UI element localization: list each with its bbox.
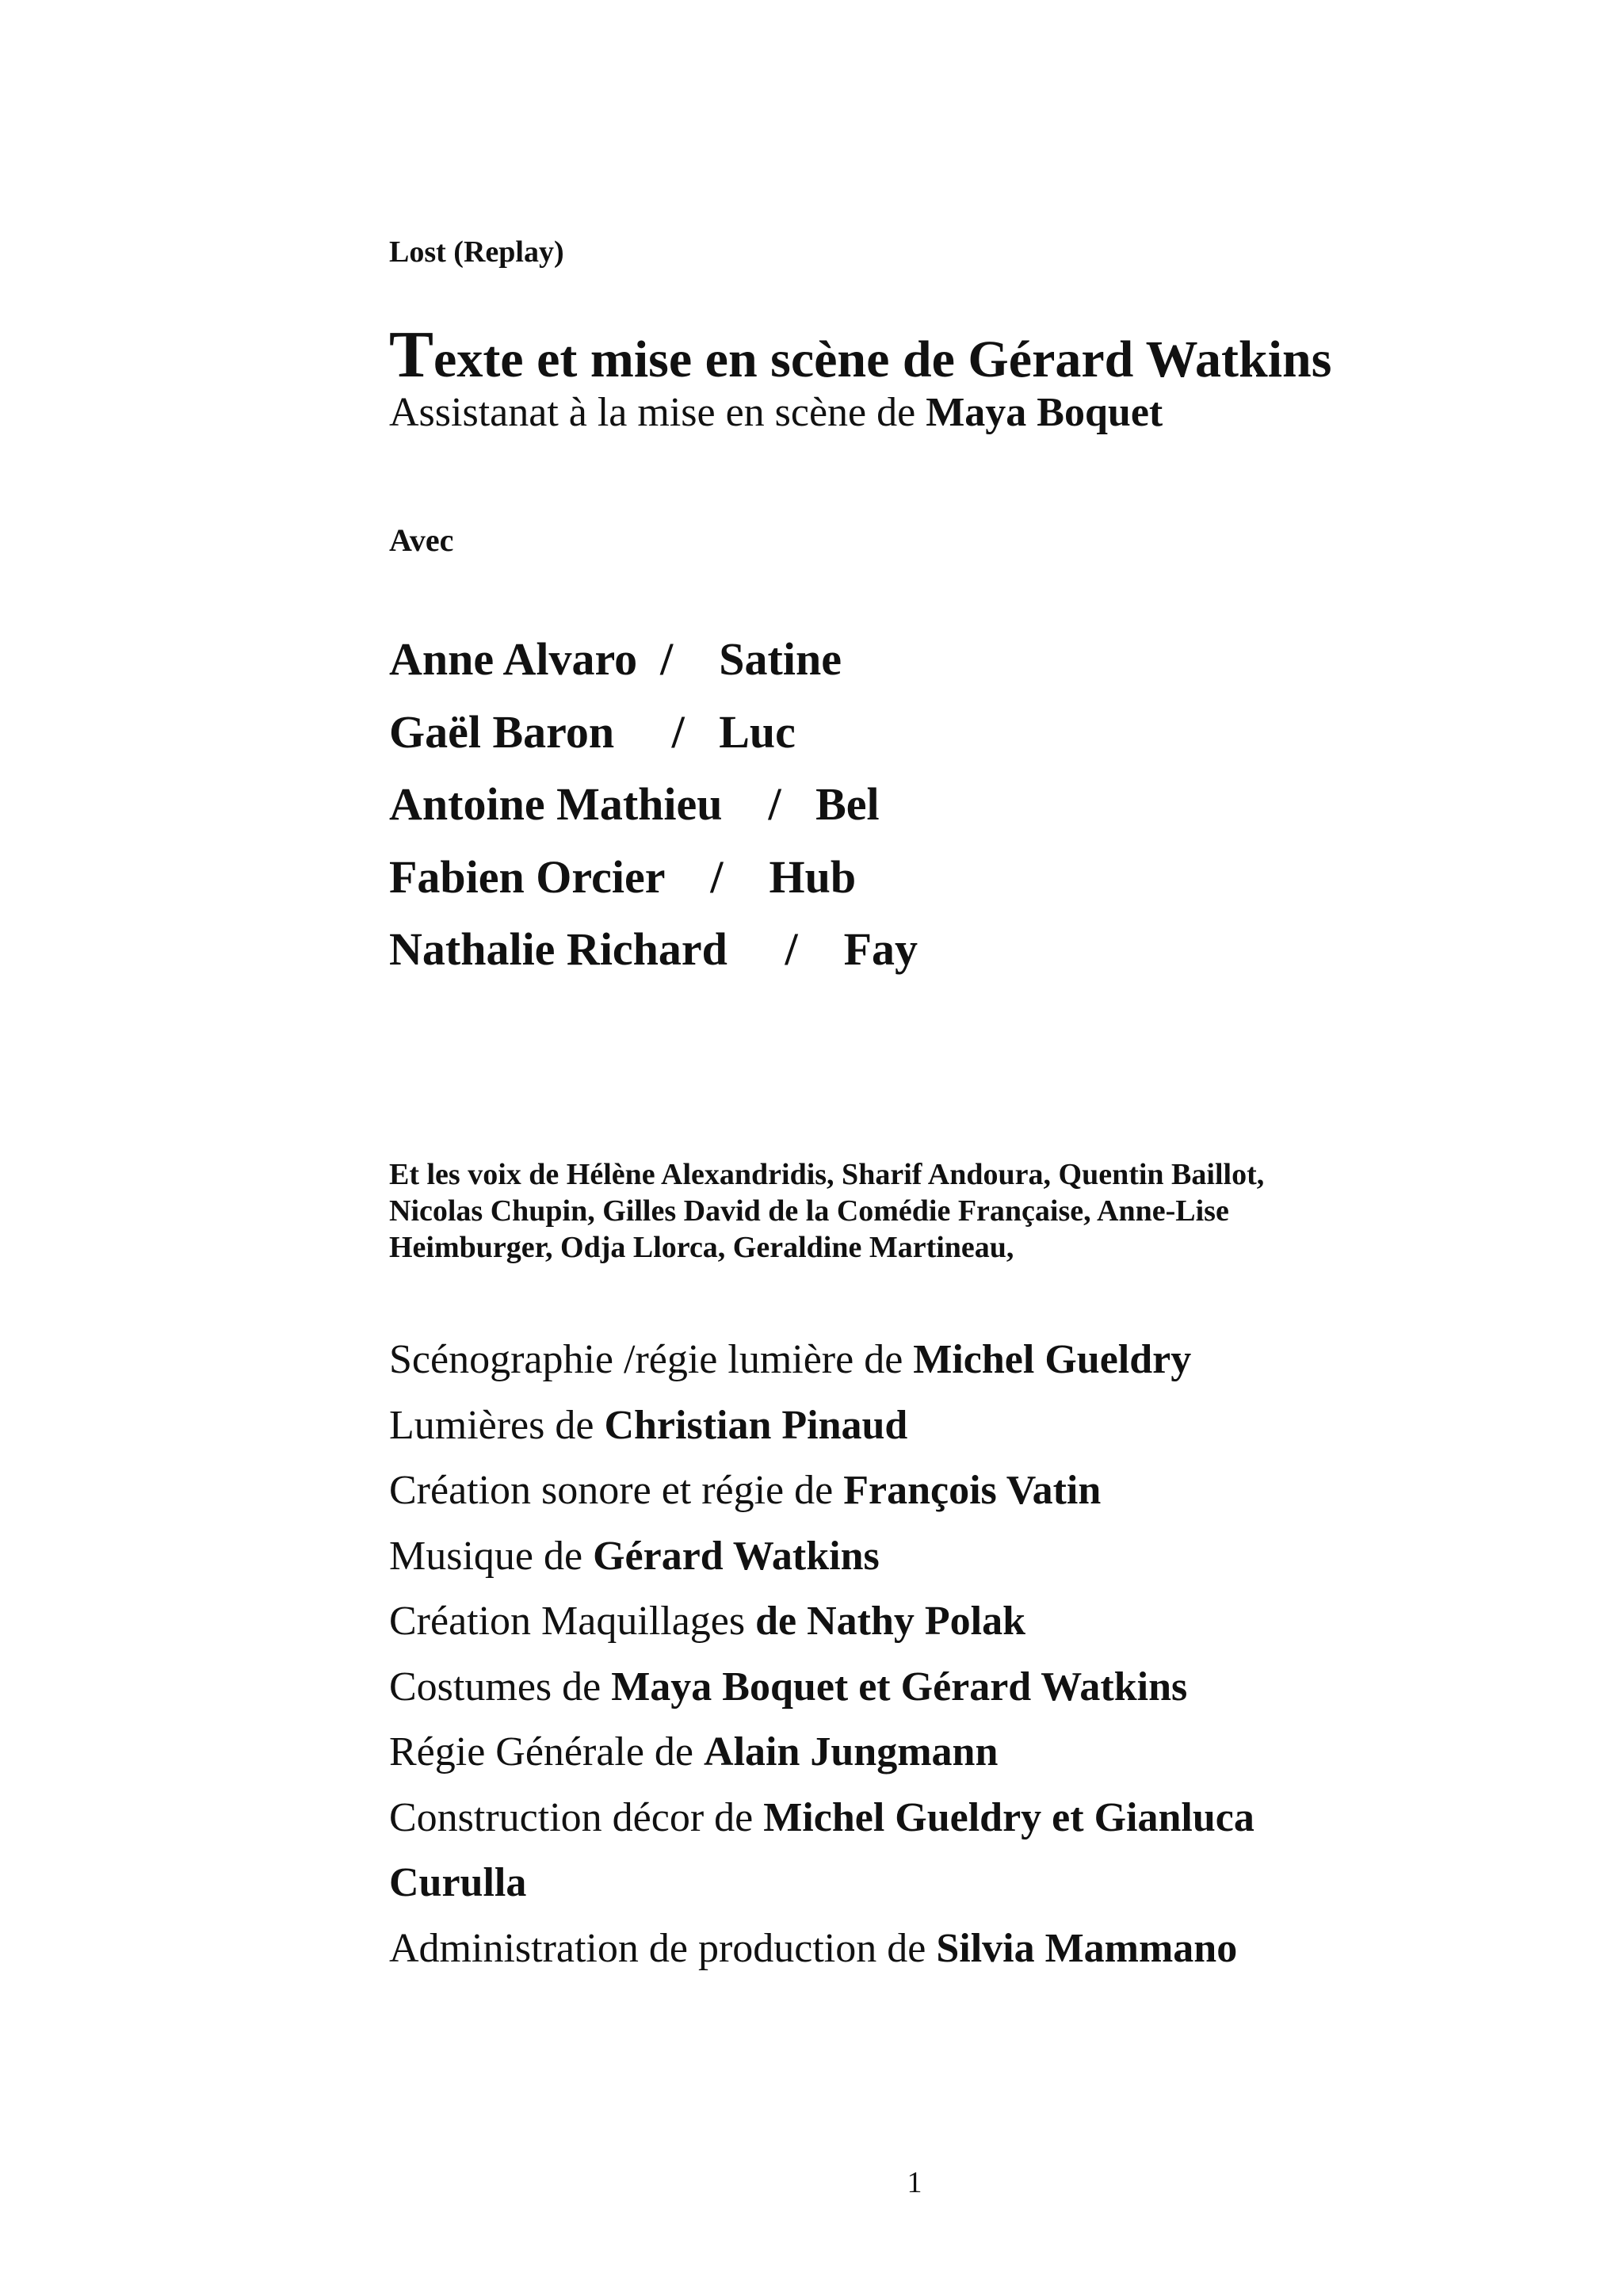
title-initial: T [389, 318, 434, 392]
cast-role: Satine [719, 633, 842, 685]
cast-list [389, 628, 918, 991]
assistant-line [389, 390, 1163, 435]
credit-label: Régie Générale de [389, 1729, 705, 1775]
page-number: 1 [907, 2166, 922, 2199]
assistant-label: Assistanat à la mise en scène de [389, 390, 926, 435]
voices-line: Et les voix de Hélène Alexandridis, Sharif Andoura, Quentin Baillot, [389, 1158, 1265, 1191]
avec-label: Avec [389, 522, 454, 558]
voices-line: Nicolas Chupin, Gilles David de la Comédie Française, Anne-Lise [389, 1194, 1229, 1228]
assistant-name: Maya Boquet [926, 390, 1163, 435]
page-title [389, 319, 1331, 392]
credit-name: François Vatin [843, 1468, 1102, 1513]
credits-list [389, 1328, 1254, 1981]
credit-line [389, 1328, 1254, 1393]
credit-label: Costumes de [389, 1664, 612, 1710]
cast-role: Luc [719, 705, 796, 758]
credit-line [389, 1589, 1254, 1655]
cast-separator: / [614, 705, 720, 758]
credit-label: Création sonore et régie de [389, 1468, 844, 1513]
credit-label: Musique de [389, 1533, 594, 1579]
voices-paragraph [389, 1156, 1380, 1266]
credit-label: Création Maquillages [389, 1599, 756, 1644]
cast-separator: / [722, 778, 816, 830]
cast-actor: Gaël Baron [389, 705, 615, 758]
credit-name: Gérard Watkins [593, 1533, 880, 1579]
credit-line [389, 1393, 1254, 1459]
cast-role: Fay [843, 923, 918, 975]
credit-name: Michel Gueldry [913, 1337, 1192, 1382]
cast-actor: Fabien Orcier [389, 850, 665, 903]
credit-line [389, 1720, 1254, 1786]
credit-line [389, 1916, 1254, 1982]
credit-name: de Nathy Polak [755, 1599, 1026, 1644]
pre-title: Lost (Replay) [389, 235, 564, 269]
credit-line [389, 1786, 1254, 1851]
cast-actor: Nathalie Richard [389, 923, 727, 975]
cast-separator: / [727, 923, 844, 975]
cast-actor: Anne Alvaro [389, 633, 638, 685]
credit-label: Scénographie /régie lumière de [389, 1337, 914, 1382]
credit-line [389, 1524, 1254, 1590]
cast-row [389, 628, 918, 701]
cast-row [389, 918, 918, 991]
cast-row [389, 846, 918, 919]
cast-row [389, 773, 918, 846]
credit-line [389, 1655, 1254, 1721]
voices-line: Heimburger, Odja Llorca, Geraldine Martineau, [389, 1231, 1014, 1264]
credit-line [389, 1851, 1254, 1916]
credit-name: Alain Jungmann [704, 1729, 999, 1775]
credit-name: Christian Pinaud [604, 1402, 908, 1448]
credit-label: Administration de production de [389, 1925, 937, 1971]
credit-name: Silvia Mammano [936, 1925, 1238, 1971]
title-text: exte et mise en scène de Gérard Watkins [433, 330, 1332, 388]
cast-actor: Antoine Mathieu [389, 778, 723, 830]
credit-name: Michel Gueldry et Gianluca [763, 1794, 1254, 1840]
credit-label: Lumières de [389, 1402, 605, 1448]
credit-name: Curulla [389, 1860, 527, 1905]
credit-line [389, 1458, 1254, 1524]
cast-separator: / [664, 850, 769, 903]
cast-row [389, 701, 918, 774]
cast-role: Hub [769, 850, 857, 903]
cast-role: Bel [815, 778, 880, 830]
credit-name: Maya Boquet et Gérard Watkins [611, 1664, 1188, 1710]
credit-label: Construction décor de [389, 1794, 764, 1840]
cast-separator: / [637, 633, 720, 685]
